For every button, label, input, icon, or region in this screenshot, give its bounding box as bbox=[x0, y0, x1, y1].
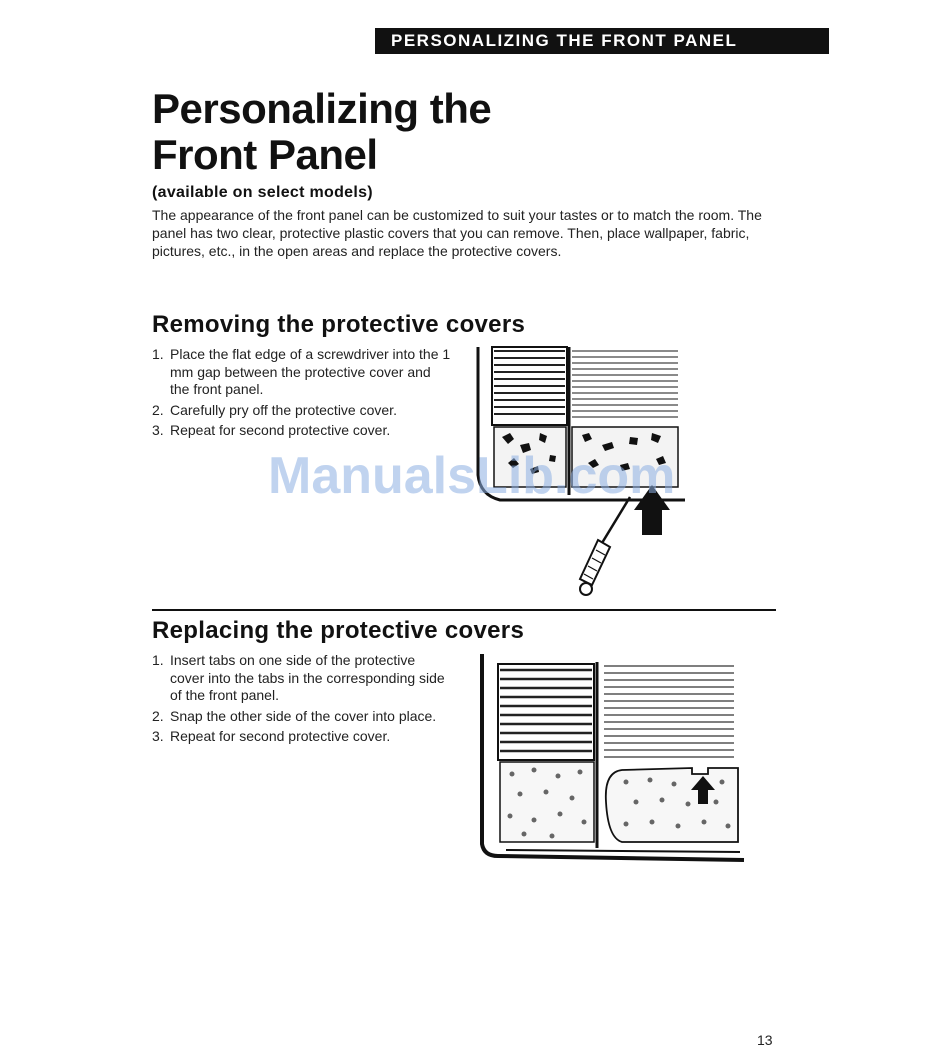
replacing-section-title: Replacing the protective covers bbox=[152, 617, 525, 644]
list-item bbox=[152, 402, 452, 420]
title-line-1: Personalizing the bbox=[152, 85, 492, 132]
replacing-steps-list bbox=[152, 652, 452, 749]
title-line-2: Front Panel bbox=[152, 131, 378, 178]
list-item bbox=[152, 728, 452, 746]
replacing-cover-illustration bbox=[476, 652, 750, 867]
step-number: 3. bbox=[152, 422, 164, 438]
running-header: PERSONALIZING THE FRONT PANEL bbox=[375, 28, 829, 54]
list-item bbox=[152, 346, 452, 399]
removing-steps-list bbox=[152, 346, 452, 443]
intro-paragraph: The appearance of the front panel can be customized to suit your tastes or to match the room. The panel has two clear, protective plastic covers that you can remove. Then, place wallpaper, fabric, pictures, etc., in the open areas and replace the protective covers. bbox=[152, 207, 762, 259]
step-number: 2. bbox=[152, 401, 164, 418]
step-text: Insert tabs on one side of the protective cover into the tabs in the corresponding side of the front panel. bbox=[170, 652, 445, 703]
list-item bbox=[152, 652, 452, 705]
section-divider bbox=[152, 609, 776, 611]
page-number: 13 bbox=[757, 1032, 773, 1048]
watermark: ManualsLib.com bbox=[268, 447, 676, 505]
removing-section-title: Removing the protective covers bbox=[152, 311, 526, 338]
step-number: 1. bbox=[152, 652, 164, 668]
step-number: 2. bbox=[152, 707, 164, 724]
step-number: 1. bbox=[152, 346, 164, 362]
step-text: Carefully pry off the protective cover. bbox=[170, 401, 397, 418]
list-item bbox=[152, 708, 452, 726]
step-text: Snap the other side of the cover into place. bbox=[170, 707, 437, 724]
step-text: Repeat for second protective cover. bbox=[170, 422, 391, 438]
step-text: Repeat for second protective cover. bbox=[170, 728, 391, 744]
subtitle: (available on select models) bbox=[152, 184, 373, 201]
page-title bbox=[152, 86, 652, 178]
step-number: 3. bbox=[152, 728, 164, 744]
list-item bbox=[152, 422, 452, 440]
step-text: Place the flat edge of a screwdriver into the 1 mm gap between the protective cover and the front panel. bbox=[170, 346, 451, 397]
